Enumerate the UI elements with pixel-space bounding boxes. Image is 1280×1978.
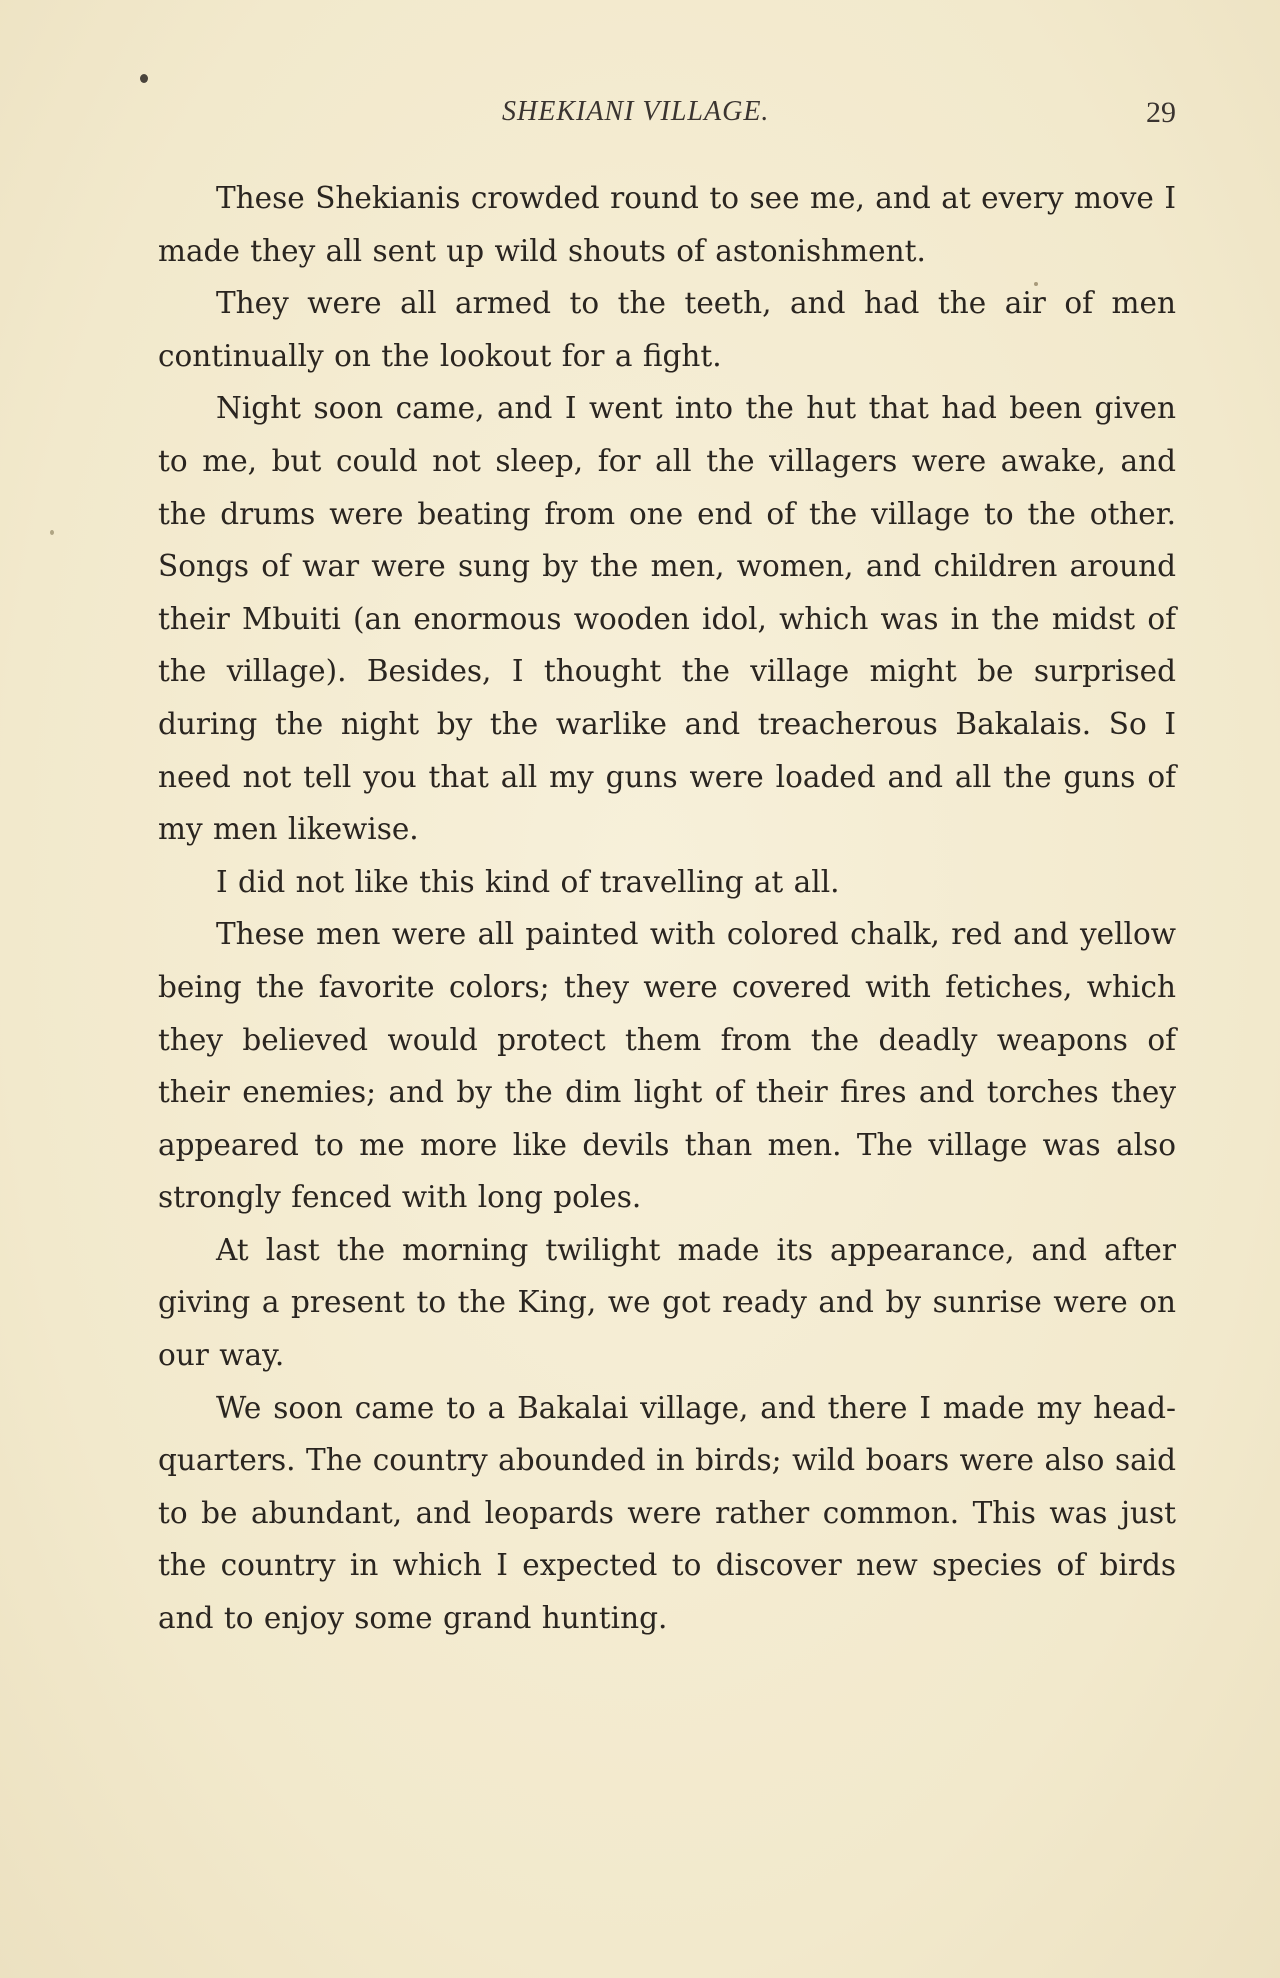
paragraph: They were all armed to the teeth, and had the air of men continually on the lookout for a fight. [158, 286, 1176, 373]
paragraph: These Shekianis crowded round to see me, and at every move I made they all sent up wild shouts of astonishment. [158, 181, 1176, 268]
running-title: SHEKIANI VILLAGE. [502, 96, 770, 127]
page-number: 29 [1146, 96, 1176, 129]
paragraph: At last the morning twilight made its appearance, and after giving a present to the King, we got ready and by sunrise were on our way. [158, 1232, 1176, 1373]
paragraph: These men were all painted with colored chalk, red and yellow being the favorite colors; they were covered with fetiches, which they believed would protect them from the deadly weapons of their enemies; and by the dim light of their fires and torches they appeared to me more like devils than men. The village was also strongly fenced with long poles. [158, 917, 1176, 1215]
paragraph: I did not like this kind of travelling at all. [216, 864, 840, 899]
ink-speck [50, 530, 54, 535]
paragraph: We soon came to a Bakalai village, and there I made my head-quarters. The country abounded in birds; wild boars were also said to be abundant, and leopards were rather common. This was just the country in which I expected to discover new species of birds and to enjoy some grand hunting. [158, 1390, 1176, 1636]
body-text [158, 172, 1176, 1645]
paragraph: Night soon came, and I went into the hut that had been given to me, but could not sleep, for all the villagers were awake, and the drums were beating from one end of the village to the other. Songs of war were sung by the men, women, and children around their Mbuiti (an enormous wooden idol, which was in the midst of the village). Besides, I thought the village might be surprised during the night by the warlike and treacherous Bakalais. So I need not tell you that all my guns were loaded and all the guns of my men likewise. [158, 391, 1176, 847]
ink-speck [140, 74, 148, 83]
running-head [158, 96, 1176, 136]
